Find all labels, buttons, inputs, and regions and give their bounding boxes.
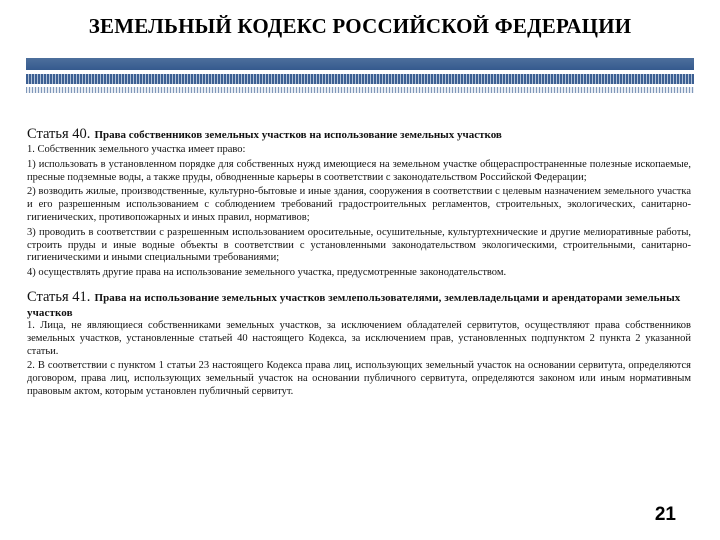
- article-40: [27, 125, 691, 280]
- article-40-header: [27, 125, 691, 144]
- article-40-number: Статья 40.: [27, 126, 91, 142]
- article-41-heading: Права на использование земельных участков землепользователями, землевладельцами и арендаторами земельных участков: [27, 291, 681, 319]
- article-41-header: [27, 290, 691, 320]
- document-body: [27, 125, 691, 399]
- article-41-paragraph: 2. В соответствии с пунктом 1 статьи 23 настоящего Кодекса права лиц, использующих земельный участок на основании сервитута, определяются договором, права лиц, использующих земельный участок на основании публичного сервитута, определяются законом или иным нормативным правовым актом, которым установлен публичный сервитут.: [27, 360, 691, 397]
- header-bar-striped: [26, 74, 694, 84]
- header-bar-solid: [26, 58, 694, 70]
- article-40-heading: Права собственников земельных участков на использование земельных участков: [94, 129, 502, 141]
- article-41: [27, 290, 691, 399]
- article-40-paragraph: 1. Собственник земельного участка имеет право:: [27, 144, 246, 155]
- article-40-paragraph: 4) осуществлять другие права на использование земельного участка, предусмотренные законодательством.: [27, 267, 507, 279]
- article-40-paragraph: 3) проводить в соответствии с разрешенным использованием оросительные, осушительные, культуртехнические и другие мелиоративные работы, строить пруды и иные водные объекты в соответствии с установленными законодательством экологическими, строительными, санитарно-гигиеническими и иными специальными требованиями;: [27, 226, 691, 264]
- article-40-paragraph: 1) использовать в установленном порядке для собственных нужд имеющиеся на земельном участке общераспространенные полезные ископаемые, пресные подземные воды, а также пруды, обводненные карьеры в соответствии с законодательством Российской Федерации;: [27, 158, 691, 183]
- header-bar-thin: [26, 87, 694, 93]
- decorative-header-bars: [26, 58, 694, 93]
- article-41-number: Статья 41.: [27, 288, 91, 305]
- article-40-paragraph: 2) возводить жилые, производственные, культурно-бытовые и иные здания, сооружения в соответствии с целевым назначением земельного участка и его разрешенным использованием с соблюдением требований градостроительных регламентов, строительных, экологических, санитарно-гигиенических, противопожарных и иных правил, нормативов;: [27, 186, 691, 223]
- page-number: 21: [654, 504, 676, 525]
- slide-title: ЗЕМЕЛЬНЫЙ КОДЕКС РОССИЙСКОЙ ФЕДЕРАЦИИ: [88, 14, 632, 38]
- article-41-paragraph: 1. Лица, не являющиеся собственниками земельных участков, за исключением обладателей сервитутов, осуществляют права собственников земельных участков, установленные статьей 40 настоящего Кодекса, за исключением прав, установленных подпунктом 2 пункта 2 указанной статьи.: [27, 319, 691, 357]
